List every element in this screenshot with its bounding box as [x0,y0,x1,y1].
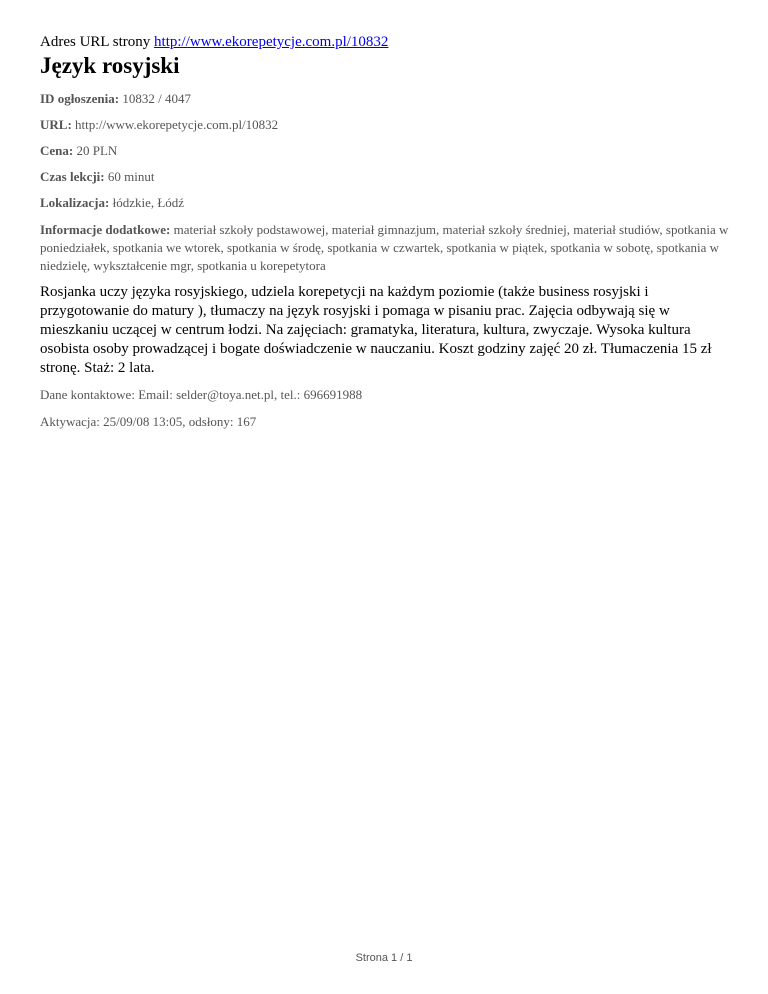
field-duration [40,169,730,185]
ad-description: Rosjanka uczy języka rosyjskiego, udziela korepetycji na każdym poziomie (także business rosyjski i przygotowanie do matury ), tłumaczy na język rosyjski i pomaga w pisaniu prac. Zajęcia odbywają się w mieszkaniu uczącej w centrum łodzi. Na zajęciach: gramatyka, literatura, kultura, zwyczaje. Wysoka kultura osobista osoby prowadzącej i bogate doświadczenie w nauczaniu. Koszt godziny zajęć 20 zł. Tłumaczenia 15 zł stronę. Staż: 2 lata. [40,284,712,376]
field-info-label: Informacje dodatkowe: [40,222,171,237]
field-info [40,221,730,275]
field-price [40,143,730,159]
field-duration-value: 60 minut [107,169,155,184]
field-info-value: materiał szkoły podstawowej, materiał gimnazjum, materiał szkoły średniej, materiał studiów, spotkania w poniedziałek, spotkania we wtorek, spotkania w środę, spotkania w czwartek, spotkania w piątek, spotkania w sobotę, spotkania w niedzielę, wykształcenie mgr, spotkania u korepetytora [40,222,729,273]
field-location [40,195,730,211]
field-id-label: ID ogłoszenia: [40,91,120,106]
field-price-label: Cena: [40,143,74,158]
field-url [40,117,730,133]
field-url-value: http://www.ekorepetycje.com.pl/10832 [75,117,279,132]
contact-info: Dane kontaktowe: Email: selder@toya.net.pl, tel.: 696691988 [40,387,363,402]
field-id-value: 10832 / 4047 [122,91,191,106]
document-page [40,33,730,441]
page-url-line [40,33,730,51]
field-location-value: łódzkie, Łódź [112,195,185,210]
field-location-label: Lokalizacja: [40,195,110,210]
page-footer: Strona 1 / 1 [355,952,413,964]
field-duration-label: Czas lekcji: [40,169,105,184]
page-url-link[interactable]: http://www.ekorepetycje.com.pl/10832 [154,34,389,50]
field-price-value: 20 PLN [76,143,118,158]
activation-info: Aktywacja: 25/09/08 13:05, odsłony: 167 [40,414,257,429]
url-prefix: Adres URL strony [40,34,151,50]
field-id [40,91,730,107]
page-title: Język rosyjski [40,53,180,78]
field-url-label: URL: [40,117,72,132]
